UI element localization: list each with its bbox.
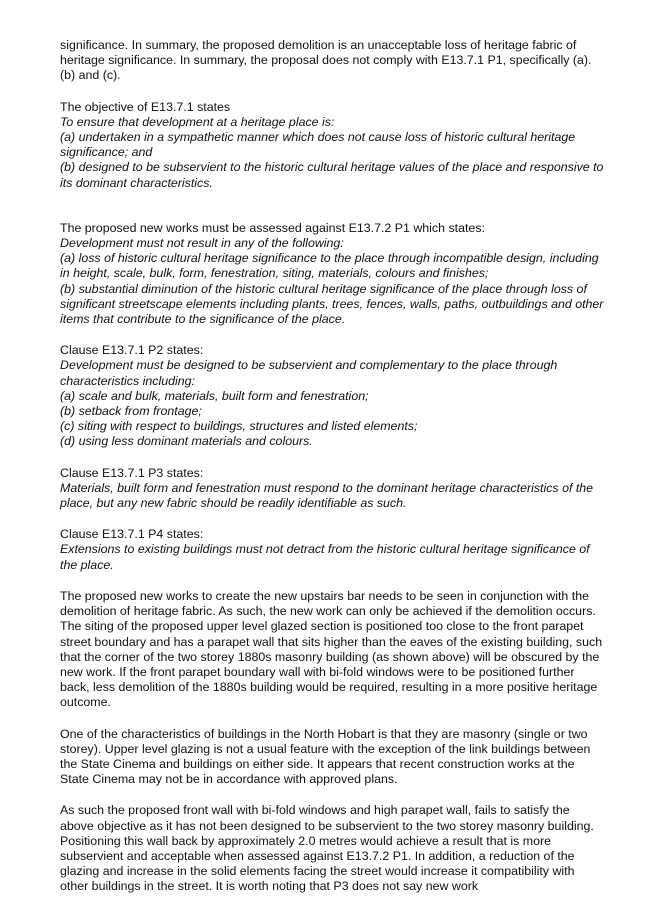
objective-item-b: (b) designed to be subservient to the historic cultural heritage values of the place and responsive to its dominant characteristics.	[60, 160, 604, 190]
intro-paragraph: significance. In summary, the proposed demolition is an unacceptable loss of heritage fabric of heritage significance. In summary, the proposal does not comply with E13.7.1 P1, specifically (a). (b) and (c).	[60, 38, 592, 83]
p2-heading: Clause E13.7.1 P2 states:	[60, 343, 204, 358]
p2-item-d: (d) using less dominant materials and colours.	[60, 434, 313, 449]
p2-item-a: (a) scale and bulk, materials, built form and fenestration;	[60, 388, 369, 403]
body-paragraph-1: The proposed new works to create the new upstairs bar needs to be seen in conjunction with the demolition of heritage fabric. As such, the new work can only be achieved if the demolition occurs. The siting of the proposed upper level glazed section is positioned too close to the front parapet street boundary and has a parapet wall that sits higher than the eaves of the existing building, such that the corner of the two storey 1880s masonry building (as shown above) will be obscured by the new work. If the front parapet boundary wall with bi-fold windows were to be positioned further back, less demolition of the 1880s building would be required, resulting in a more positive heritage outcome.	[60, 588, 603, 710]
p3-heading: Clause E13.7.1 P3 states:	[60, 465, 204, 480]
objective-item-a: (a) undertaken in a sympathetic manner which does not cause loss of historic cultural heritage significance; and	[60, 130, 576, 160]
objective-lead: To ensure that development at a heritage place is:	[60, 114, 335, 129]
p2-item-b: (b) setback from frontage;	[60, 404, 202, 419]
p4-text: Extensions to existing buildings must not detract from the historic cultural heritage significance of the place.	[60, 542, 590, 572]
p1-heading: The proposed new works must be assessed against E13.7.2 P1 which states:	[60, 220, 485, 235]
body-paragraph-3: As such the proposed front wall with bi-fold windows and high parapet wall, fails to satisfy the above objective as it has not been designed to be subservient to the two storey masonry building. Positioning this wall back by approximately 2.0 metres would achieve a result that is more subservient and acceptable when assessed against E13.7.2 P1. In addition, a reduction of the glazing and increase in the solid elements facing the street would increase it compatibility with other buildings in the street. It is worth noting that P3 does not say new work	[60, 803, 594, 894]
p4-heading: Clause E13.7.1 P4 states:	[60, 527, 204, 542]
p3-text: Materials, built form and fenestration must respond to the dominant heritage characteristics of the place, but any new fabric should be readily identifiable as such.	[60, 480, 594, 511]
p1-item-b: (b) substantial diminution of the historic cultural heritage significance of the place through loss of significant streetscape elements including plants, trees, fences, walls, paths, outbuildings and other items that contribute to the significance of the place.	[60, 281, 604, 327]
p1-item-a: (a) loss of historic cultural heritage significance to the place through incompatible design, including in height, scale, bulk, form, fenestration, siting, materials, colours and finishes;	[60, 251, 599, 281]
p2-lead: Development must be designed to be subservient and complementary to the place through characteristics including:	[60, 358, 558, 388]
p1-lead: Development must not result in any of the following:	[60, 236, 344, 251]
p2-item-c: (c) siting with respect to buildings, structures and listed elements;	[60, 419, 418, 434]
body-paragraph-2: One of the characteristics of buildings in the North Hobart is that they are masonry (single or two storey). Upper level glazing is not a usual feature with the exception of the link buildings between the State Cinema and buildings on either side. It appears that recent construction works at the State Cinema may not be in accordance with approved plans.	[60, 726, 591, 787]
objective-heading: The objective of E13.7.1 states	[60, 99, 231, 114]
